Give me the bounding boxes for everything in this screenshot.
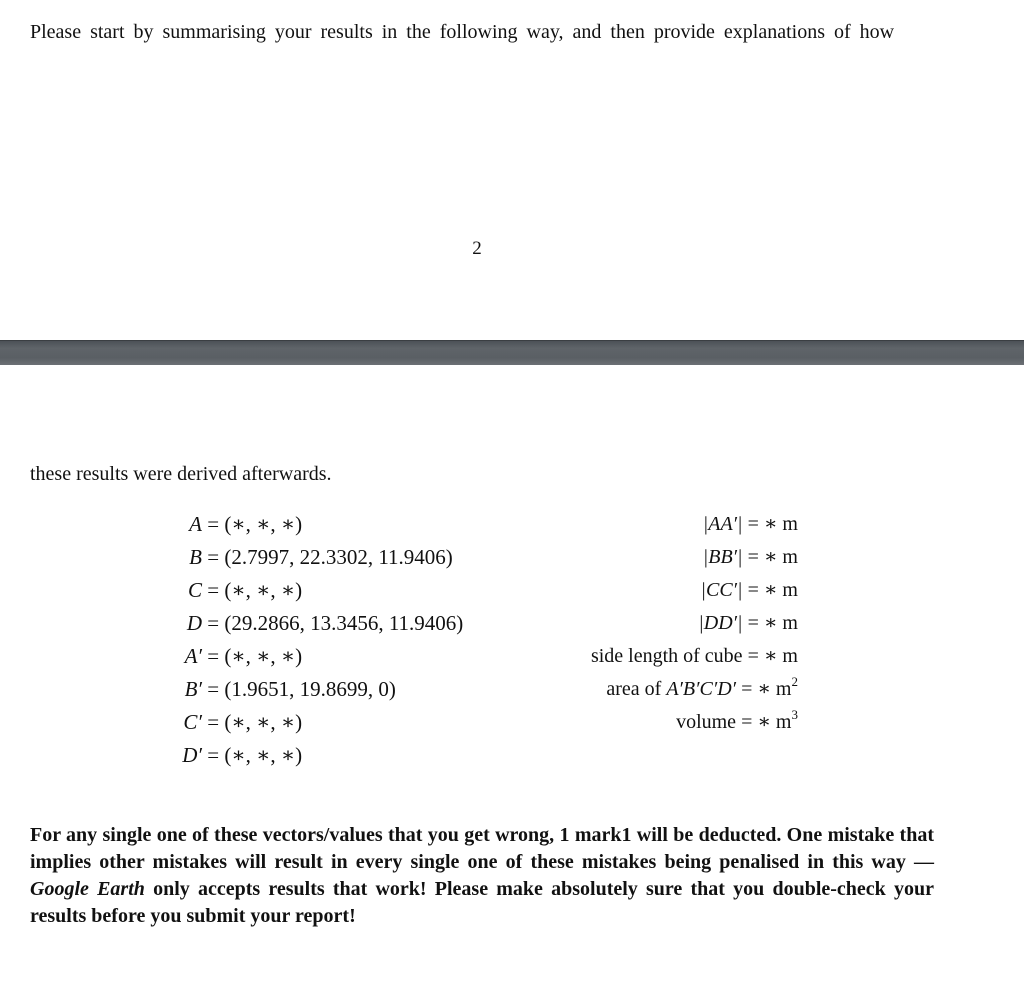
vector-equations (150, 508, 463, 772)
equation-lhs: |CC′| (700, 579, 743, 601)
intro-paragraph: Please start by summarising your results in the following way, and then provide explanations of how (30, 21, 895, 43)
equation-lhs: |BB′| (702, 546, 743, 568)
equation-rhs: = ∗ m (747, 579, 798, 601)
warning-text-part1: For any single one of these vectors/values that you get wrong, 1 mark1 will be deducted. One mistake that implies other mistakes will result in every single one of these mistakes being penalised in this way — (30, 824, 934, 873)
page-number: 2 (472, 238, 482, 259)
equation-rhs: = (∗, ∗, ∗) (207, 710, 303, 734)
equation-row (591, 706, 798, 739)
equation-rhs: = (29.2866, 13.3456, 11.9406) (207, 611, 464, 635)
equation-rhs: = ∗ m (741, 711, 792, 733)
equation-rhs: = (∗, ∗, ∗) (207, 512, 303, 536)
equation-row (150, 574, 463, 607)
equation-row (150, 739, 463, 772)
equation-lhs: B′ (184, 677, 202, 701)
equation-lhs: D′ (182, 743, 202, 767)
equation-row (591, 574, 798, 607)
continuation-paragraph: these results were derived afterwards. (30, 463, 332, 485)
equation-row (150, 541, 463, 574)
equation-lhs: A′B′C′D′ (666, 678, 737, 700)
equation-row (591, 541, 798, 574)
equation-lhs: side length of cube (590, 645, 743, 667)
exponent: 3 (791, 707, 798, 722)
equation-lhs: A′ (184, 644, 202, 668)
equation-rhs: = (∗, ∗, ∗) (207, 644, 303, 668)
equation-row (591, 508, 798, 541)
warning-text-part2: only accepts results that work! Please make absolutely sure that you double-check your results before you submit your report! (30, 878, 934, 927)
equation-lhs: C (187, 578, 202, 602)
equation-lhs: |AA′| (702, 513, 743, 535)
equation-row (150, 673, 463, 706)
warning-paragraph (30, 822, 934, 930)
google-earth-emphasis: Google Earth (30, 878, 145, 900)
equation-rhs: = (∗, ∗, ∗) (207, 578, 303, 602)
page-separator (0, 340, 1024, 365)
equation-lhs: B (189, 545, 202, 569)
equation-lhs: D (186, 611, 202, 635)
equation-rhs: = (∗, ∗, ∗) (207, 743, 303, 767)
equation-row (150, 640, 463, 673)
equation-lhs: |DD′| (698, 612, 743, 634)
equation-lhs: A (189, 512, 202, 536)
equation-row (591, 607, 798, 640)
equation-rhs: = ∗ m (747, 612, 798, 634)
equation-rhs: = (2.7997, 22.3302, 11.9406) (207, 545, 453, 569)
equation-row (591, 640, 798, 673)
equation-row (591, 673, 798, 706)
equation-row (150, 706, 463, 739)
exponent: 2 (791, 674, 798, 689)
measurement-equations (591, 508, 798, 739)
equation-rhs: = ∗ m (747, 645, 798, 667)
equation-lhs-prefix: area of (606, 678, 667, 700)
equation-row (150, 508, 463, 541)
equation-row (150, 607, 463, 640)
equation-rhs: = (1.9651, 19.8699, 0) (207, 677, 396, 701)
equation-rhs: = ∗ m (747, 513, 798, 535)
equation-rhs: = ∗ m (747, 546, 798, 568)
equation-rhs: = ∗ m (741, 678, 792, 700)
equation-lhs: volume (676, 711, 737, 733)
equation-lhs: C′ (183, 710, 202, 734)
